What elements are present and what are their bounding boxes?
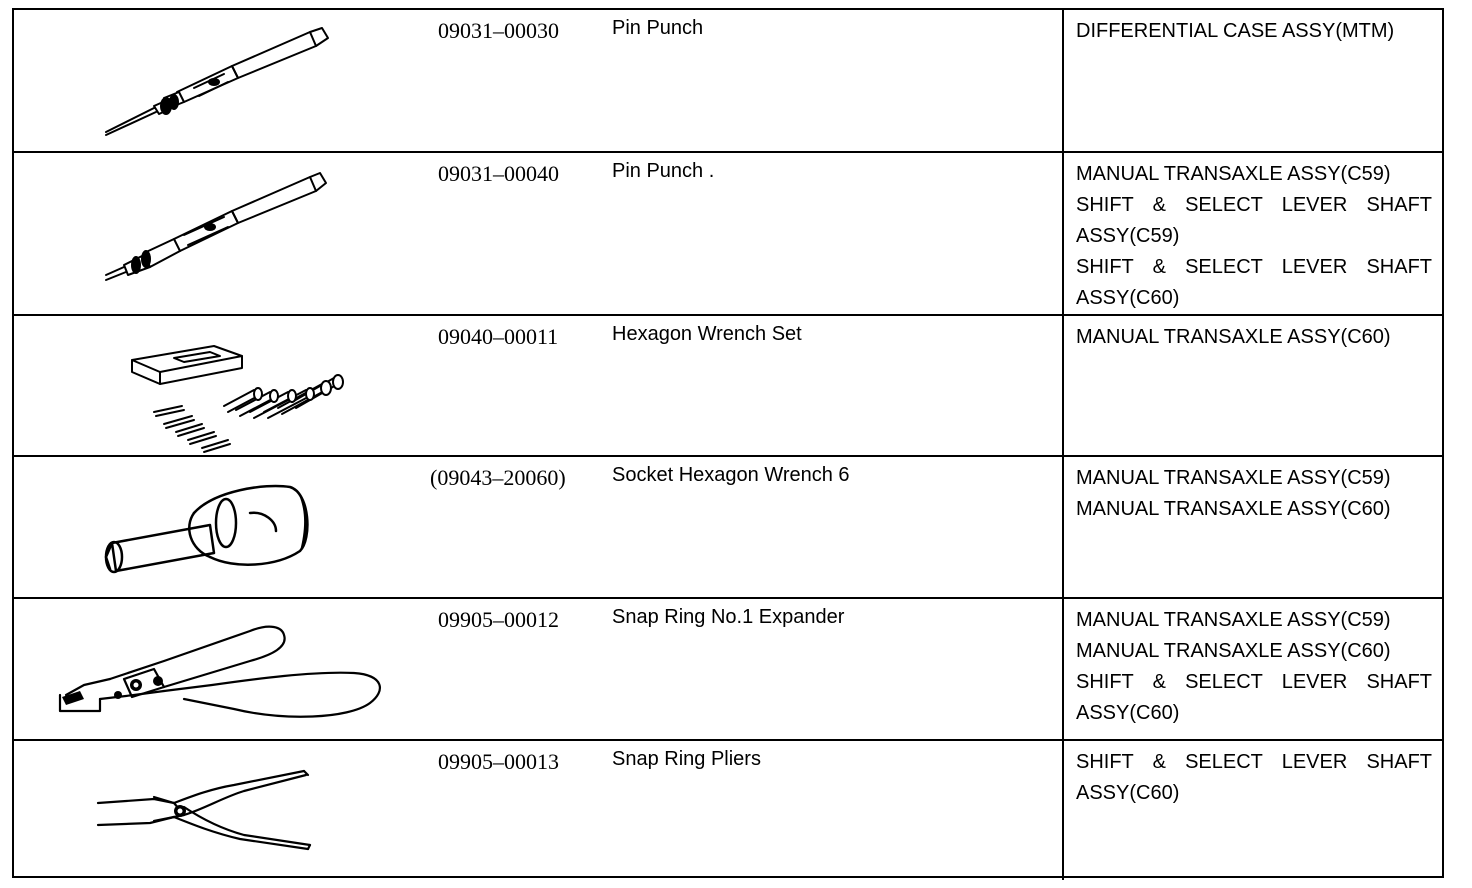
tool-name: Snap Ring No.1 Expander (612, 606, 845, 628)
usage-cell (1062, 457, 1444, 597)
special-tools-table (12, 8, 1444, 878)
usage-line: SHIFT & SELECT LEVER SHAFT (1076, 671, 1432, 693)
tool-name: Snap Ring Pliers (612, 748, 761, 770)
table-row (14, 741, 1442, 880)
usage-line: SHIFT & SELECT LEVER SHAFT (1076, 194, 1432, 216)
snap-ring-expander-icon (14, 599, 434, 739)
part-number: 09031–00030 (438, 18, 559, 43)
snap-ring-pliers-icon (14, 741, 434, 880)
usage-line: ASSY(C59) (1076, 225, 1180, 247)
tool-name: Socket Hexagon Wrench 6 (612, 464, 850, 486)
table-row (14, 153, 1442, 316)
usage-line: ASSY(C60) (1076, 782, 1180, 804)
tool-name: Hexagon Wrench Set (612, 323, 802, 345)
usage-line: MANUAL TRANSAXLE ASSY(C59) (1076, 609, 1391, 631)
table-row (14, 457, 1442, 599)
part-number: 09905–00013 (438, 749, 559, 774)
usage-line: SHIFT & SELECT LEVER SHAFT (1076, 751, 1432, 773)
tool-name: Pin Punch . (612, 160, 715, 182)
part-number: 09905–00012 (438, 607, 559, 632)
usage-line: DIFFERENTIAL CASE ASSY(MTM) (1076, 20, 1395, 42)
usage-line: ASSY(C60) (1076, 287, 1180, 309)
hexagon-wrench-set-icon (14, 316, 434, 455)
part-number: (09043–20060) (430, 465, 566, 490)
usage-line: ASSY(C60) (1076, 702, 1180, 724)
part-number: 09031–00040 (438, 161, 559, 186)
usage-line: SHIFT & SELECT LEVER SHAFT (1076, 256, 1432, 278)
usage-line: MANUAL TRANSAXLE ASSY(C59) (1076, 163, 1391, 185)
usage-cell (1062, 10, 1444, 151)
part-number: 09040–00011 (438, 324, 559, 349)
table-row (14, 316, 1442, 457)
usage-cell (1062, 153, 1444, 314)
usage-cell (1062, 599, 1444, 739)
usage-line: MANUAL TRANSAXLE ASSY(C59) (1076, 467, 1391, 489)
usage-line: MANUAL TRANSAXLE ASSY(C60) (1076, 640, 1391, 662)
usage-line: MANUAL TRANSAXLE ASSY(C60) (1076, 498, 1391, 520)
usage-cell (1062, 741, 1444, 880)
table-row (14, 599, 1442, 741)
usage-line: MANUAL TRANSAXLE ASSY(C60) (1076, 326, 1391, 348)
socket-hexagon-wrench-icon (14, 457, 434, 597)
table-row (14, 10, 1442, 153)
pin-punch-icon (14, 153, 434, 314)
usage-cell (1062, 316, 1444, 455)
pin-punch-icon (14, 10, 434, 151)
tool-name: Pin Punch (612, 17, 704, 39)
